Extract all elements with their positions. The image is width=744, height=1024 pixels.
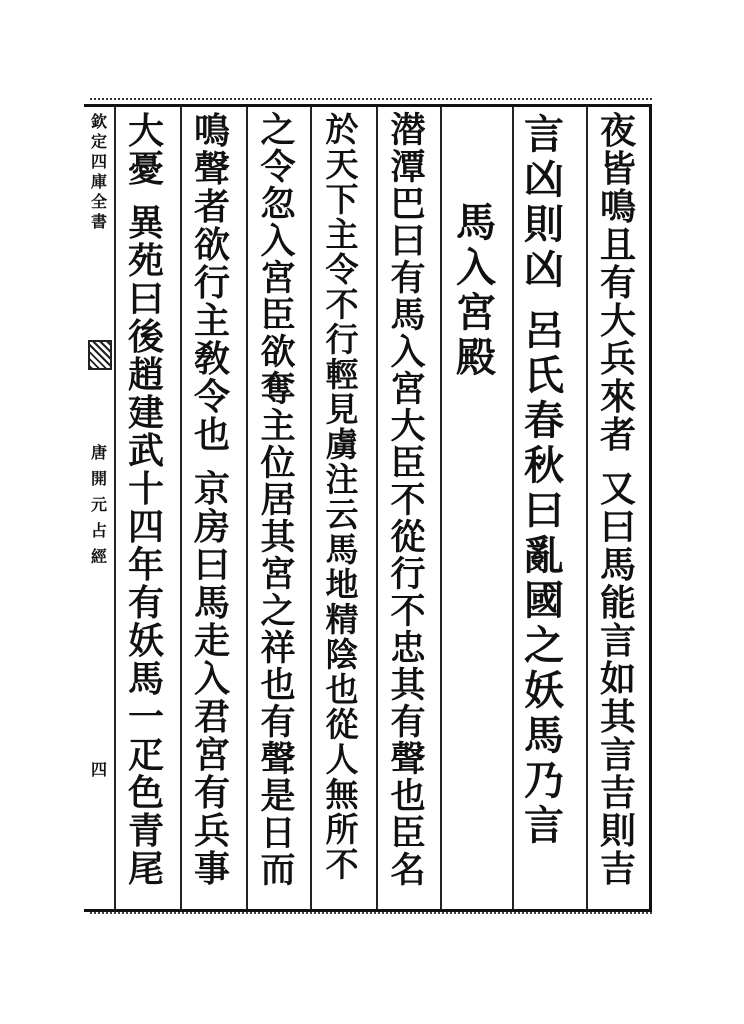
text-char: 馬 bbox=[456, 199, 496, 246]
text-char: 令 bbox=[260, 147, 296, 188]
title-fragment-char: 四 bbox=[90, 152, 107, 171]
text-char: 宮 bbox=[260, 258, 296, 299]
bottom-dotted-rule bbox=[90, 912, 652, 918]
text-char: 行 bbox=[390, 554, 426, 595]
text-char: 天 bbox=[325, 145, 359, 184]
text-char: 而 bbox=[260, 850, 296, 891]
segment-gap bbox=[522, 292, 566, 308]
text-char: 不 bbox=[325, 845, 359, 884]
text-char: 來 bbox=[599, 376, 636, 418]
text-char: 位 bbox=[260, 443, 296, 484]
text-char: 輕 bbox=[325, 355, 359, 394]
text-char: 亂 bbox=[524, 532, 564, 579]
text-char: 臣 bbox=[390, 443, 426, 484]
text-char: 宮 bbox=[193, 734, 230, 776]
text-char: 欲 bbox=[260, 332, 296, 373]
page-number-text: 四 bbox=[90, 760, 107, 779]
text-char: 從 bbox=[390, 517, 426, 558]
title-fragment-char: 書 bbox=[90, 212, 107, 231]
book-title-char: 經 bbox=[90, 547, 107, 566]
text-column-7 bbox=[190, 112, 234, 888]
title-fragment-char: 庫 bbox=[90, 172, 107, 191]
text-char: 欲 bbox=[193, 224, 230, 266]
text-char: 馬 bbox=[193, 582, 230, 624]
text-char: 馬 bbox=[599, 544, 636, 586]
text-column-6 bbox=[256, 112, 300, 889]
text-char: 見 bbox=[325, 390, 359, 429]
text-char: 後 bbox=[127, 316, 164, 358]
text-char: 忠 bbox=[390, 628, 426, 669]
text-char: 有 bbox=[390, 258, 426, 299]
text-char: 聲 bbox=[260, 739, 296, 780]
text-char: 走 bbox=[193, 620, 230, 662]
text-char: 言 bbox=[599, 620, 636, 662]
text-char: 名 bbox=[390, 850, 426, 891]
text-char: 則 bbox=[599, 810, 636, 852]
text-char: 氏 bbox=[524, 352, 564, 399]
text-char: 日 bbox=[260, 813, 296, 854]
text-char: 曰 bbox=[390, 221, 426, 262]
text-char: 馬 bbox=[390, 295, 426, 336]
text-char: 建 bbox=[127, 392, 164, 434]
text-char: 言 bbox=[599, 734, 636, 776]
text-char: 有 bbox=[193, 772, 230, 814]
text-char: 奪 bbox=[260, 369, 296, 410]
text-char: 馬 bbox=[127, 658, 164, 700]
text-column-5 bbox=[320, 112, 364, 882]
text-char: 也 bbox=[325, 670, 359, 709]
text-char: 呂 bbox=[524, 307, 564, 354]
text-char: 春 bbox=[524, 397, 564, 444]
text-char: 之 bbox=[260, 110, 296, 151]
text-char: 不 bbox=[390, 480, 426, 521]
column-divider bbox=[586, 107, 588, 909]
text-char: 凶 bbox=[524, 156, 564, 203]
title-fragment bbox=[90, 112, 108, 232]
text-char: 武 bbox=[127, 430, 164, 472]
text-char: 地 bbox=[325, 565, 359, 604]
text-char: 兵 bbox=[599, 338, 636, 380]
book-title-char: 開 bbox=[90, 469, 107, 488]
title-fragment-char: 定 bbox=[90, 132, 107, 151]
text-char: 能 bbox=[599, 582, 636, 624]
book-title-char: 元 bbox=[90, 495, 107, 514]
text-char: 有 bbox=[599, 262, 636, 304]
text-char: 殿 bbox=[456, 334, 496, 381]
text-char: 且 bbox=[599, 224, 636, 266]
text-char: 吉 bbox=[599, 772, 636, 814]
text-char: 青 bbox=[127, 810, 164, 852]
text-char: 事 bbox=[193, 848, 230, 890]
text-char: 宮 bbox=[260, 554, 296, 595]
text-char: 君 bbox=[193, 696, 230, 738]
text-char: 臣 bbox=[390, 813, 426, 854]
fish-tail-ornament bbox=[88, 340, 112, 370]
text-char: 虜 bbox=[325, 425, 359, 464]
text-char: 大 bbox=[127, 110, 164, 152]
column-divider bbox=[114, 107, 116, 909]
text-char: 凶 bbox=[524, 246, 564, 293]
text-char: 主 bbox=[260, 406, 296, 447]
text-char: 吉 bbox=[599, 848, 636, 890]
text-char: 敎 bbox=[193, 338, 230, 380]
text-char: 皆 bbox=[599, 148, 636, 190]
text-column-3 bbox=[454, 200, 498, 380]
text-char: 有 bbox=[390, 702, 426, 743]
column-divider bbox=[246, 107, 248, 909]
text-char: 云 bbox=[325, 495, 359, 534]
column-divider bbox=[180, 107, 182, 909]
text-char: 夜 bbox=[599, 110, 636, 152]
text-char: 行 bbox=[193, 262, 230, 304]
text-char: 宮 bbox=[390, 369, 426, 410]
text-char: 也 bbox=[193, 414, 230, 456]
text-char: 又 bbox=[599, 468, 636, 510]
text-column-8 bbox=[124, 112, 168, 888]
text-char: 下 bbox=[325, 180, 359, 219]
text-char: 妖 bbox=[127, 620, 164, 662]
text-char: 尾 bbox=[127, 848, 164, 890]
text-char: 聲 bbox=[193, 148, 230, 190]
title-fragment-char: 欽 bbox=[90, 112, 107, 131]
text-char: 言 bbox=[524, 802, 564, 849]
column-divider bbox=[440, 107, 442, 909]
text-char: 京 bbox=[193, 468, 230, 510]
text-char: 主 bbox=[325, 215, 359, 254]
text-char: 入 bbox=[390, 332, 426, 373]
book-title-char: 唐 bbox=[90, 443, 107, 462]
text-char: 令 bbox=[193, 376, 230, 418]
text-char: 曰 bbox=[599, 506, 636, 548]
text-char: 異 bbox=[127, 202, 164, 244]
text-char: 曰 bbox=[127, 278, 164, 320]
text-char: 有 bbox=[127, 582, 164, 624]
text-char: 年 bbox=[127, 544, 164, 586]
text-char: 馬 bbox=[325, 530, 359, 569]
text-char: 之 bbox=[524, 622, 564, 669]
text-char: 入 bbox=[260, 221, 296, 262]
text-char: 入 bbox=[193, 658, 230, 700]
text-char: 入 bbox=[456, 244, 496, 291]
text-char: 不 bbox=[325, 285, 359, 324]
column-divider bbox=[310, 107, 312, 909]
page-frame bbox=[84, 104, 652, 912]
text-char: 精 bbox=[325, 600, 359, 639]
column-divider bbox=[512, 107, 514, 909]
text-char: 一 bbox=[127, 696, 164, 738]
text-char: 祥 bbox=[260, 628, 296, 669]
text-char: 所 bbox=[325, 810, 359, 849]
text-char: 疋 bbox=[127, 734, 164, 776]
text-char: 國 bbox=[524, 577, 564, 624]
text-char: 忽 bbox=[260, 184, 296, 225]
text-char: 居 bbox=[260, 480, 296, 521]
text-char: 憂 bbox=[127, 148, 164, 190]
text-char: 曰 bbox=[524, 487, 564, 534]
text-char: 大 bbox=[599, 300, 636, 342]
text-char: 之 bbox=[260, 591, 296, 632]
title-fragment-char: 全 bbox=[90, 192, 107, 211]
text-char: 潜 bbox=[390, 110, 426, 151]
text-char: 注 bbox=[325, 460, 359, 499]
book-title-char: 占 bbox=[90, 521, 107, 540]
page-number bbox=[90, 760, 108, 780]
text-char: 鳴 bbox=[193, 110, 230, 152]
text-char: 馬 bbox=[524, 712, 564, 759]
text-char: 妖 bbox=[524, 667, 564, 714]
text-char: 者 bbox=[193, 186, 230, 228]
text-char: 宮 bbox=[456, 289, 496, 336]
text-char: 也 bbox=[390, 776, 426, 817]
text-char: 其 bbox=[260, 517, 296, 558]
text-char: 也 bbox=[260, 665, 296, 706]
text-char: 如 bbox=[599, 658, 636, 700]
text-char: 於 bbox=[325, 110, 359, 149]
text-char: 房 bbox=[193, 506, 230, 548]
text-char: 兵 bbox=[193, 810, 230, 852]
text-char: 四 bbox=[127, 506, 164, 548]
text-char: 鳴 bbox=[599, 186, 636, 228]
text-char: 苑 bbox=[127, 240, 164, 282]
text-char: 無 bbox=[325, 775, 359, 814]
text-column-1 bbox=[596, 112, 640, 888]
text-char: 其 bbox=[390, 665, 426, 706]
text-char: 從 bbox=[325, 705, 359, 744]
text-char: 令 bbox=[325, 250, 359, 289]
text-char: 十 bbox=[127, 468, 164, 510]
column-divider bbox=[376, 107, 378, 909]
top-dotted-rule bbox=[90, 98, 652, 103]
text-char: 言 bbox=[524, 111, 564, 158]
text-char: 臣 bbox=[260, 295, 296, 336]
text-char: 曰 bbox=[193, 544, 230, 586]
text-char: 巴 bbox=[390, 184, 426, 225]
text-char: 色 bbox=[127, 772, 164, 814]
text-char: 其 bbox=[599, 696, 636, 738]
text-char: 趙 bbox=[127, 354, 164, 396]
text-char: 行 bbox=[325, 320, 359, 359]
text-char: 有 bbox=[260, 702, 296, 743]
text-char: 是 bbox=[260, 776, 296, 817]
text-char: 陰 bbox=[325, 635, 359, 674]
text-char: 不 bbox=[390, 591, 426, 632]
text-char: 主 bbox=[193, 300, 230, 342]
text-column-4 bbox=[386, 112, 430, 889]
text-char: 秋 bbox=[524, 442, 564, 489]
text-char: 潭 bbox=[390, 147, 426, 188]
text-char: 人 bbox=[325, 740, 359, 779]
text-char: 乃 bbox=[524, 757, 564, 804]
text-char: 大 bbox=[390, 406, 426, 447]
text-char: 者 bbox=[599, 414, 636, 456]
book-title bbox=[90, 440, 108, 570]
text-char: 則 bbox=[524, 201, 564, 248]
text-char: 聲 bbox=[390, 739, 426, 780]
text-column-2 bbox=[522, 112, 566, 848]
